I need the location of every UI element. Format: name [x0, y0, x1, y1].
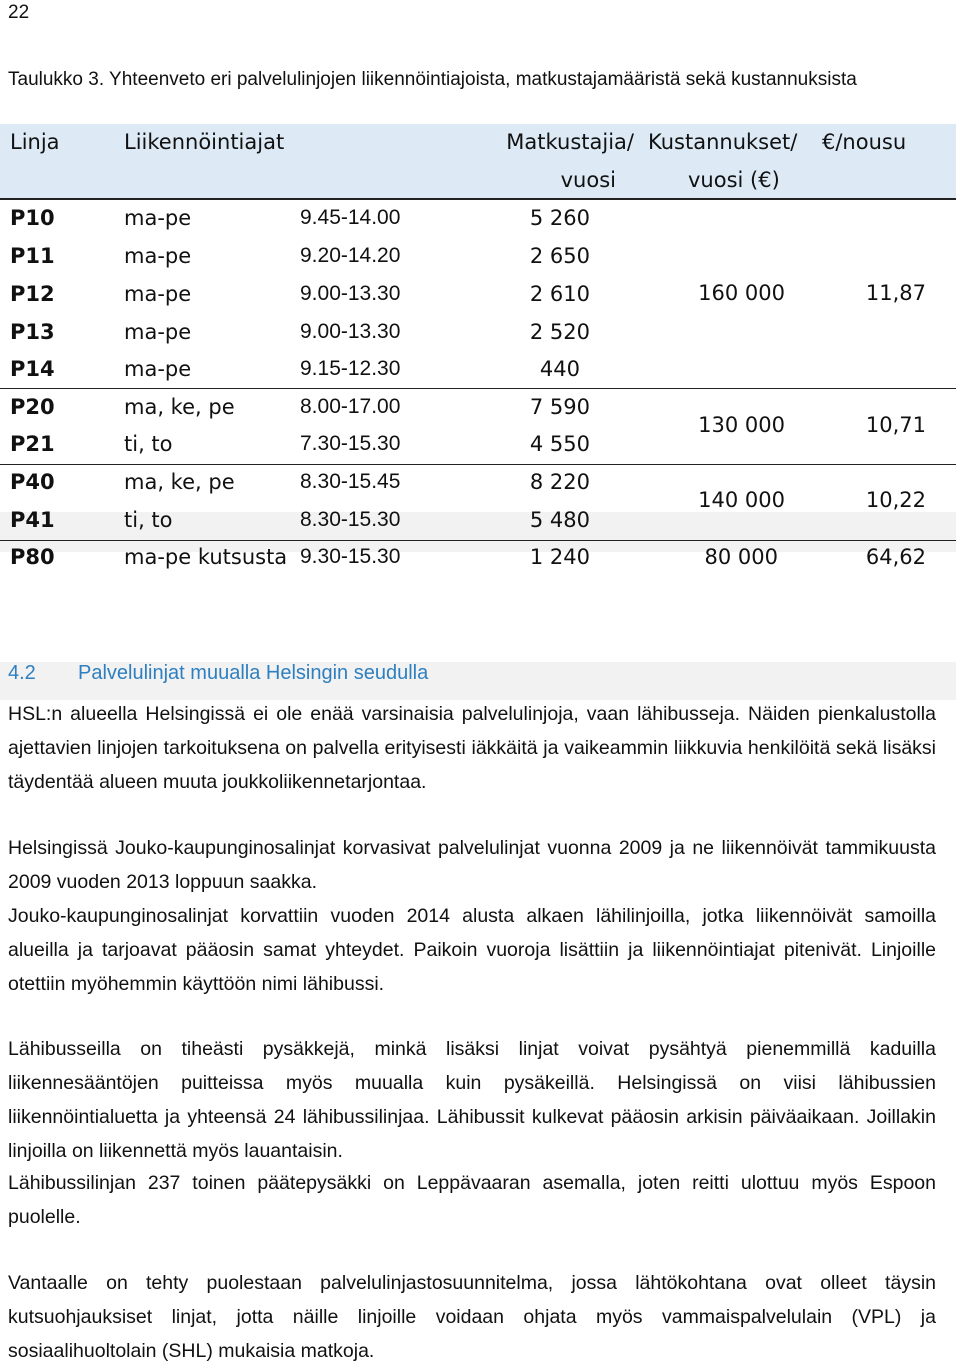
- passengers-cell: 7 590: [529, 395, 590, 419]
- group-cost: 140 000: [698, 488, 785, 512]
- section-heading: [8, 662, 428, 685]
- paragraph: Helsingissä Jouko-kaupunginosalinjat korvasivat palvelulinjat vuonna 2009 ja ne liikennöivät tammikuusta 2009 vuoden 2013 loppuun saakka.: [8, 837, 936, 893]
- linja-cell: P12: [10, 282, 55, 306]
- passengers-cell: 8 220: [529, 470, 590, 494]
- group-divider: [0, 388, 956, 389]
- time-cell: 9.30-15.30: [300, 545, 401, 568]
- linja-cell: P13: [10, 320, 55, 344]
- header-vuosi-eur: vuosi (€): [688, 168, 780, 192]
- group-cost: 160 000: [698, 281, 785, 305]
- passengers-cell: 2 520: [529, 320, 590, 344]
- group-cost: 130 000: [698, 413, 785, 437]
- time-cell: 9.00-13.30: [300, 282, 401, 305]
- passengers-cell: 2 610: [529, 282, 590, 306]
- header-linja: Linja: [10, 130, 60, 154]
- passengers-cell: 1 240: [529, 545, 590, 569]
- days-cell: ma-pe: [124, 320, 192, 344]
- group-per-nousu: 10,71: [865, 413, 926, 437]
- paragraph: Vantaalle on tehty puolestaan palvelulinjastosuunnitelma, jossa lähtökohtana ovat olleet täysin kutsuohjauksiset linjat, jotta näille linjoille voidaan ohjata myös vammaispalvelulain (VPL) ja sosiaalihuoltolain (SHL) mukaisia matkoja.: [8, 1272, 936, 1362]
- time-cell: 8.30-15.45: [300, 470, 401, 493]
- group-per-nousu: 11,87: [865, 281, 926, 305]
- page-number: 22: [8, 2, 30, 23]
- linja-cell: P14: [10, 357, 55, 381]
- header-kustannukset: Kustannukset/: [648, 130, 798, 154]
- passengers-cell: 2 650: [529, 244, 590, 268]
- group-divider: [0, 464, 956, 465]
- days-cell: ma-pe kutsusta: [124, 545, 288, 569]
- time-cell: 8.00-17.00: [300, 395, 401, 418]
- linja-cell: P40: [10, 470, 55, 494]
- days-cell: ti, to: [124, 508, 173, 532]
- time-cell: 7.30-15.30: [300, 432, 401, 455]
- group-cost: 80 000: [704, 545, 778, 569]
- passengers-cell: 440: [539, 357, 580, 381]
- section-title: Palvelulinjat muualla Helsingin seudulla: [78, 662, 429, 684]
- group-per-nousu: 64,62: [865, 545, 926, 569]
- passengers-cell: 5 480: [529, 508, 590, 532]
- header-per-nousu: €/nousu: [822, 130, 907, 154]
- header-vuosi: vuosi: [560, 168, 616, 192]
- days-cell: ti, to: [124, 432, 173, 456]
- passengers-cell: 4 550: [529, 432, 590, 456]
- linja-cell: P21: [10, 432, 55, 456]
- paragraph: HSL:n alueella Helsingissä ei ole enää varsinaisia palvelulinjoja, vaan lähibusseja. Näiden pienkalustolla ajettavien linjojen tarkoituksena on palvella erityisesti iäkkäitä ja vaikeammin liikkuvia henkilöitä sekä lisäksi täydentää alueen muuta joukkoliikennetarjontaa.: [8, 703, 936, 793]
- paragraph: Lähibussilinjan 237 toinen päätepysäkki on Leppävaaran asemalla, joten reitti ulottuu myös Espoon puolelle.: [8, 1172, 936, 1228]
- paragraph: Lähibusseilla on tiheästi pysäkkejä, minkä lisäksi linjat voivat pysähtyä pienemmillä kaduilla liikennesääntöjen puitteissa myös muualla kuin pysäkeillä. Helsingissä on viisi lähibussien liikennöintialuetta ja yhteensä 24 lähibussilinjaa. Lähibussit kulkevat pääosin arkisin päiväaikaan. Joillakin linjoilla on liikennettä myös lauantaisin.: [8, 1038, 936, 1162]
- section-number: 4.2: [8, 662, 36, 684]
- header-matkustajia: Matkustajia/: [506, 130, 634, 154]
- time-cell: 9.45-14.00: [300, 206, 401, 229]
- days-cell: ma-pe: [124, 244, 192, 268]
- time-cell: 9.00-13.30: [300, 320, 401, 343]
- group-divider: [0, 540, 956, 541]
- table-caption: Taulukko 3. Yhteenveto eri palvelulinjojen liikennöintiajoista, matkustajamääristä sekä kustannuksista: [8, 69, 857, 90]
- header-liikennointiajat: Liikennöintiajat: [124, 130, 285, 154]
- days-cell: ma-pe: [124, 206, 192, 230]
- days-cell: ma, ke, pe: [124, 395, 235, 419]
- time-cell: 8.30-15.30: [300, 508, 401, 531]
- linja-cell: P11: [10, 244, 55, 268]
- days-cell: ma-pe: [124, 357, 192, 381]
- days-cell: ma-pe: [124, 282, 192, 306]
- linja-cell: P41: [10, 508, 55, 532]
- linja-cell: P10: [10, 206, 55, 230]
- days-cell: ma, ke, pe: [124, 470, 235, 494]
- paragraph: Jouko-kaupunginosalinjat korvattiin vuoden 2014 alusta alkaen lähilinjoilla, jotka liikennöivät samoilla alueilla ja tarjoavat pääosin samat yhteydet. Paikoin vuoroja lisättiin ja liikennöintiajat pitenivät. Linjoille otettiin myöhemmin käyttöön nimi lähibussi.: [8, 905, 936, 995]
- passengers-cell: 5 260: [529, 206, 590, 230]
- time-cell: 9.15-12.30: [300, 357, 401, 380]
- time-cell: 9.20-14.20: [300, 244, 401, 267]
- linja-cell: P20: [10, 395, 55, 419]
- linja-cell: P80: [10, 545, 55, 569]
- group-per-nousu: 10,22: [865, 488, 926, 512]
